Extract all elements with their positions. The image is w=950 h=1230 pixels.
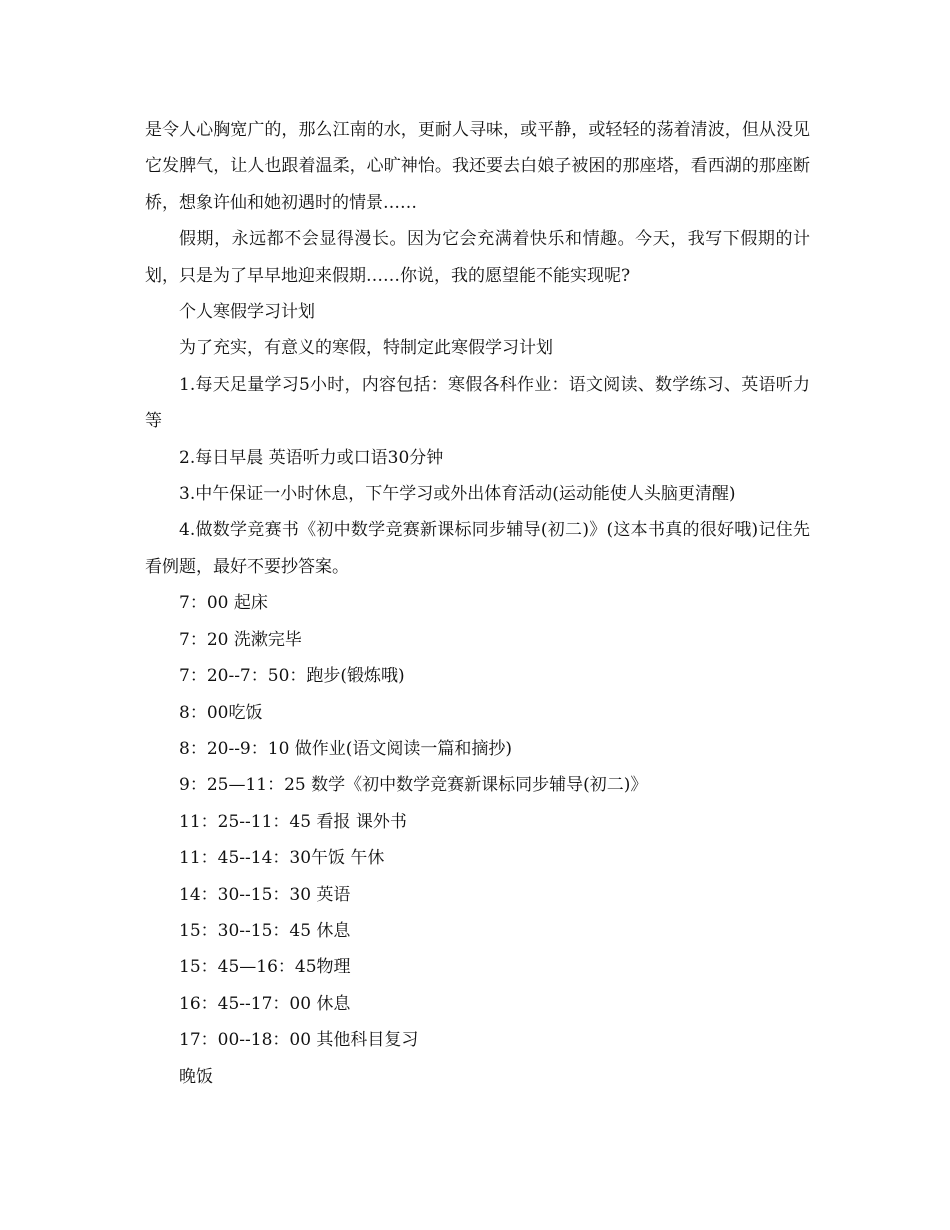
paragraph-holiday: 假期，永远都不会显得漫长。因为它会充满着快乐和情趣。今天，我写下假期的计划，只是为了早早地迎来假期……你说，我的愿望能不能实现呢? xyxy=(145,229,810,286)
schedule-item: 14：30--15：30 英语 xyxy=(179,884,351,905)
schedule-item: 11：45--14：30午饭 午休 xyxy=(179,848,385,869)
plan-item-1: 1.每天足量学习5小时，内容包括：寒假各科作业：语文阅读、数学练习、英语听力等 xyxy=(145,374,810,432)
schedule-item: 7：20--7：50：跑步(锻炼哦) xyxy=(179,666,405,687)
schedule-item: 15：30--15：45 休息 xyxy=(179,920,351,941)
plan-item-2: 2.每日早晨 英语听力或口语30分钟 xyxy=(179,447,444,468)
paragraph-jiangnan: 是令人心胸宽广的，那么江南的水，更耐人寻味，或平静，或轻轻的荡着清波，但从没见它发脾气，让人也跟着温柔，心旷神怡。我还要去白娘子被困的那座塔，看西湖的那座断桥，想象许仙和她初遇时的情景…… xyxy=(145,120,810,213)
schedule-item: 16：45--17：00 休息 xyxy=(179,993,351,1014)
paragraph-intro: 为了充实，有意义的寒假，特制定此寒假学习计划 xyxy=(179,338,553,359)
schedule-item: 11：25--11：45 看报 课外书 xyxy=(179,811,407,832)
schedule-item: 8：20--9：10 做作业(语文阅读一篇和摘抄) xyxy=(179,738,513,759)
section-heading: 个人寒假学习计划 xyxy=(179,302,315,323)
document-body xyxy=(145,112,810,1095)
schedule-item: 17：00--18：00 其他科目复习 xyxy=(179,1030,419,1051)
schedule-item: 8：00吃饭 xyxy=(179,702,263,723)
plan-item-3: 3.中午保证一小时休息，下午学习或外出体育活动(运动能使人头脑更清醒) xyxy=(179,484,736,505)
schedule-item: 15：45—16：45物理 xyxy=(179,957,351,978)
schedule-item: 9：25—11：25 数学《初中数学竞赛新课标同步辅导(初二)》 xyxy=(179,775,648,796)
schedule-item: 7：00 起床 xyxy=(179,593,268,614)
plan-item-4: 4.做数学竞赛书《初中数学竞赛新课标同步辅导(初二)》(这本书真的很好哦)记住先看例题，最好不要抄答案。 xyxy=(145,520,810,577)
schedule-item: 7：20 洗漱完毕 xyxy=(179,629,302,650)
schedule-item: 晚饭 xyxy=(179,1066,213,1087)
